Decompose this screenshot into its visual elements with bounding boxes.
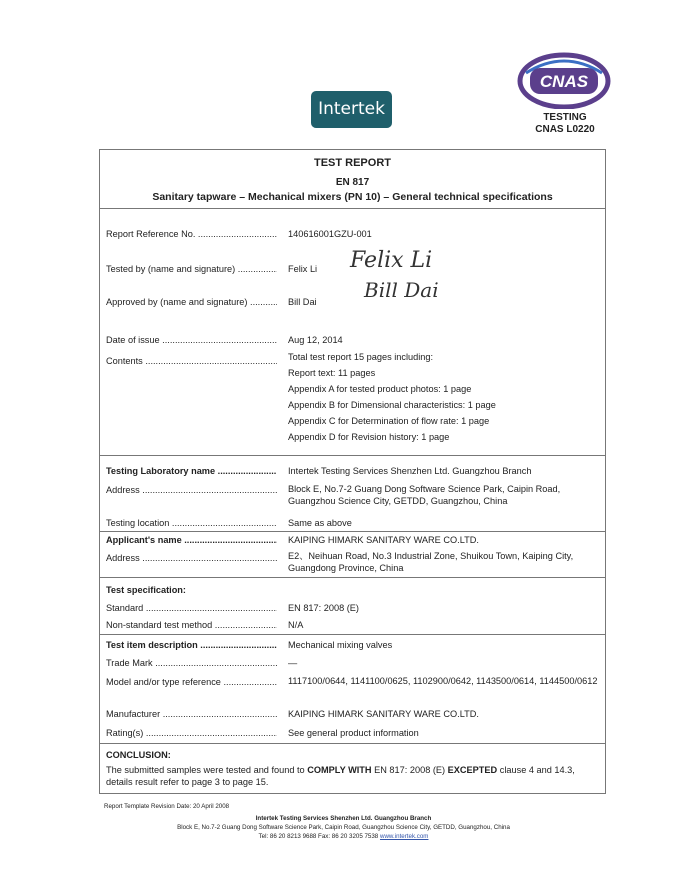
conclusion-text-part: clause 4 and 14.3, details result refer to page 3 to page 15.: [106, 765, 575, 787]
approved-by-value: Bill Dai: [288, 297, 317, 307]
report-reference-value: 140616001GZU-001: [288, 229, 372, 239]
template-revision-date: Report Template Revision Date: 20 April 2008: [104, 803, 230, 810]
footer-phone-fax: Tel: 86 20 8213 9688 Fax: 86 20 3205 7538: [258, 833, 380, 840]
conclusion-comply-with: COMPLY WITH: [307, 765, 372, 775]
footer-company: Intertek Testing Services Shenzhen Ltd. Guangzhou Branch: [255, 815, 432, 822]
standard-title: EN 817: [335, 177, 370, 188]
test-item-description-label: Test item description .....: [106, 639, 277, 651]
applicant-address-label: Address .....: [106, 552, 277, 564]
manufacturer-label: Manufacturer .....: [106, 708, 277, 720]
tested-by-label: Tested by (name and signature) .....: [106, 263, 277, 275]
accreditation-label: [505, 112, 625, 136]
contents-line: Total test report 15 pages including:: [288, 352, 434, 362]
standard-label: Standard .....: [106, 602, 277, 614]
testing-location-value: Same as above: [288, 518, 352, 528]
contents-line: Appendix D for Revision history: 1 page: [288, 432, 450, 442]
website-link[interactable]: www.intertek.com: [379, 833, 429, 840]
non-standard-method-label: Non-standard test method .....: [106, 619, 277, 631]
report-title: TEST REPORT: [313, 157, 391, 169]
report-frame: [99, 149, 606, 794]
non-standard-method-value: N/A: [288, 620, 304, 630]
footer-address: Block E, No.7-2 Guang Dong Software Science Park, Caipin Road, Guangzhou Science City, GETDD, Guangzhou, China: [177, 824, 510, 831]
rating-label: Rating(s) .....: [106, 727, 277, 739]
lab-name-label: Testing Laboratory name .....: [106, 465, 277, 477]
divider: [100, 743, 605, 744]
manufacturer-value: KAIPING HIMARK SANITARY WARE CO.LTD.: [288, 709, 479, 719]
divider: [100, 455, 605, 456]
trade-mark-value: —: [288, 658, 298, 668]
date-of-issue-value: Aug 12, 2014: [288, 335, 343, 345]
tested-by-signature: Felix Li: [350, 248, 433, 273]
contents-line: Report text: 11 pages: [288, 368, 376, 378]
report-subtitle: Sanitary tapware – Mechanical mixers (PN 10) – General technical specifications: [152, 191, 553, 203]
contents-label: Contents .....: [106, 355, 277, 367]
cnas-logo-text: CNAS: [539, 72, 589, 91]
lab-address-value: Block E, No.7-2 Guang Dong Software Science Park, Caipin Road, Guangzhou Science City, GETDD, Guangzhou, China: [288, 484, 561, 506]
testing-location-label: Testing location .....: [106, 517, 277, 529]
applicant-address-value: E2、Neihuan Road, No.3 Industrial Zone, Shuikou Town, Kaiping City, Guangdong Province, China: [288, 551, 574, 573]
approved-by-signature: Bill Dai: [364, 278, 439, 302]
contents-line: Appendix C for Determination of flow rate: 1 page: [288, 416, 490, 426]
rating-value: See general product information: [288, 728, 419, 738]
date-of-issue-label: Date of issue .....: [106, 334, 277, 346]
accreditation-line2: CNAS L0220: [535, 124, 595, 135]
conclusion-text: [106, 764, 596, 788]
conclusion-excepted: EXCEPTED: [447, 765, 498, 775]
applicant-name-value: KAIPING HIMARK SANITARY WARE CO.LTD.: [288, 535, 479, 545]
conclusion-text-part: The submitted samples were tested and found to: [106, 765, 308, 775]
test-item-description-value: Mechanical mixing valves: [288, 640, 393, 650]
divider: [100, 531, 605, 532]
contents-line: Appendix B for Dimensional characteristics: 1 page: [288, 400, 496, 410]
divider: [100, 208, 605, 209]
conclusion-heading: CONCLUSION:: [106, 750, 171, 760]
lab-name-value: Intertek Testing Services Shenzhen Ltd. Guangzhou Branch: [288, 466, 532, 476]
footer-contact: [0, 833, 687, 841]
standard-value: EN 817: 2008 (E): [288, 603, 359, 613]
divider: [100, 577, 605, 578]
accreditation-line1: TESTING: [543, 112, 587, 123]
trade-mark-label: Trade Mark .....: [106, 657, 277, 669]
test-specification-heading: Test specification:: [106, 585, 186, 595]
tested-by-value: Felix Li: [288, 264, 318, 274]
report-reference-label: Report Reference No. .....: [106, 228, 277, 240]
cnas-logo: [516, 51, 612, 109]
intertek-logo: Intertek: [311, 91, 392, 128]
divider: [100, 634, 605, 635]
lab-address-label: Address .....: [106, 484, 277, 496]
contents-line: Appendix A for tested product photos: 1 page: [288, 384, 472, 394]
model-reference-value: 1117100/0644, 1141100/0625, 1102900/0642, 1143500/0614, 1144500/0612: [288, 676, 598, 686]
approved-by-label: Approved by (name and signature) .....: [106, 296, 277, 308]
applicant-name-label: Applicant's name .....: [106, 534, 277, 546]
model-reference-label: Model and/or type reference .....: [106, 676, 277, 688]
conclusion-text-part: EN 817: 2008 (E): [371, 765, 448, 775]
